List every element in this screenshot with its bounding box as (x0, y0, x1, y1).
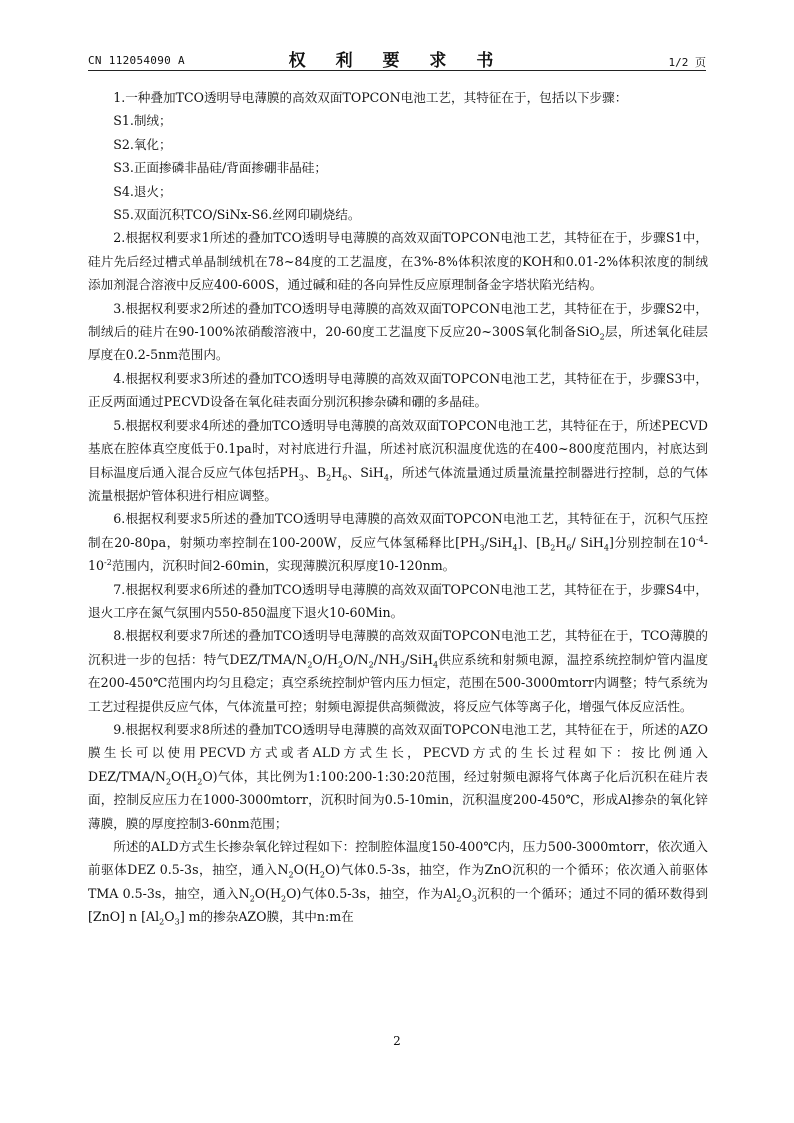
page-title: 权 利 要 求 书 (288, 51, 506, 71)
claims-body (88, 86, 708, 929)
claim-7: 7.根据权利要求6所述的叠加TCO透明导电薄膜的高效双面TOPCON电池工艺，其特征在于，步骤S4中，退火工序在氮气氛围内550-850温度下退火10-60Min。 (88, 581, 708, 620)
claim-2: 2.根据权利要求1所述的叠加TCO透明导电薄膜的高效双面TOPCON电池工艺，其特征在于，步骤S1中，硅片先后经过槽式单晶制绒机在78~84度的工艺温度，在3%-8%体积浓度的KOH和0.01-2%体积浓度的制绒添加剂混合溶液中反应400-600S，通过碱和硅的各向异性反应原理制备金字塔状陷光结构。 (88, 230, 708, 293)
step-s4: S4.退火； (113, 183, 172, 199)
page-number: 2 (393, 1034, 401, 1048)
step-s3: S3.正面掺磷非晶硅/背面掺硼非晶硅； (113, 160, 327, 176)
document-number: CN 112054090 A (88, 54, 185, 67)
step-s5: S5.双面沉积TCO/SiNx-S6.丝网印刷烧结。 (113, 207, 361, 223)
step-s2: S2.氧化； (113, 136, 172, 152)
claim-3: 3.根据权利要求2所述的叠加TCO透明导电薄膜的高效双面TOPCON电池工艺，其特征在于，步骤S2中，制绒后的硅片在90-100%浓硝酸溶液中，20-60度工艺温度下反应20~300S氧化制备SiO$_2$层，所述氧化硅层厚度在0.2-5nm范围内。 (88, 300, 709, 363)
page-header (88, 44, 706, 70)
claim-5: 5.根据权利要求4所述的叠加TCO透明导电薄膜的高效双面TOPCON电池工艺，其特征在于，所述PECVD基底在腔体真空度低于0.1pa时，对衬底进行升温，所述衬底沉积温度优选的在400~800度范围内，衬底达到目标温度后通入混合反应气体包括$PH_3$、$B_2H_6$、SiH$_4$，所述气体流量通过质量流量控制器进行控制，总的气体流量根据炉管体积进行相应调整。 (88, 417, 709, 503)
claim-9-ald-paragraph: 所述的ALD方式生长掺杂氧化锌过程如下：控制腔体温度150-400℃内，压力500-3000mtorr，依次通入前驱体DEZ 0.5-3s，抽空，通入$N_2O(H_2O)$气体0.5-3s，抽空，作为ZnO沉积的一个循环；依次通入前驱体TMA 0.5-3s，抽空，通入$N_2O(H_2O)$气体0.5-3s，抽空，作为$Al_2O_3$沉积的一个循环；通过不同的循环数得到[ZnO] n $[Al_2O_3]$ m的掺杂AZO膜，其中n:m在 (88, 839, 709, 927)
claim-1: 1.一种叠加TCO透明导电薄膜的高效双面TOPCON电池工艺，其特征在于，包括以下步骤： (113, 90, 628, 105)
step-s1: S1.制绒； (113, 113, 172, 129)
header-rule (88, 70, 706, 71)
claim-9: 9.根据权利要求8所述的叠加TCO透明导电薄膜的高效双面TOPCON电池工艺，其特征在于，所述的AZO膜生长可以使用PECVD方式或者ALD方式生长，PECVD方式的生长过程如下：按比例通入DEZ/$TMA/N_2O(H_2O)$气体，其比例为1:100:200-1:30:20范围，经过射频电源将气体离子化后沉积在硅片表面，控制反应压力在1000-3000mtorr，沉积时间为0.5-10min，沉积温度200-450℃，形成Al掺杂的氧化锌薄膜，膜的厚度控制3-60nm范围； (88, 721, 708, 831)
claim-6: 6.根据权利要求5所述的叠加TCO透明导电薄膜的高效双面TOPCON电池工艺，其特征在于，沉积气压控制在20-80pa，射频功率控制在100-200W，反应气体氢稀释比$[PH_3/SiH_4]$、[$B_2H_6/$ SiH$_4$]分别控制在$10^{-4}-10^{-2}$范围内，沉积时间2-60min，实现薄膜沉积厚度10-120nm。 (88, 511, 708, 574)
page-info: 1/2 页 (668, 56, 706, 69)
claim-8: 8.根据权利要求7所述的叠加TCO透明导电薄膜的高效双面TOPCON电池工艺，其特征在于，TCO薄膜的沉积进一步的包括：特气DEZ/$TMA/N_2O/H_2O/N_2/NH_3/SiH_4$供应系统和射频电源，温控系统控制炉管内温度在200-450℃范围内均匀且稳定；真空系统控制炉管内压力恒定，范围在500-3000mtorr内调整；特气系统为工艺过程提供反应气体，气体流量可控；射频电源提供高频微波，将反应气体等离子化，增强气体反应活性。 (88, 628, 709, 714)
claim-4: 4.根据权利要求3所述的叠加TCO透明导电薄膜的高效双面TOPCON电池工艺，其特征在于，步骤S3中，正反两面通过PECVD设备在氧化硅表面分别沉积掺杂磷和硼的多晶硅。 (88, 370, 708, 410)
